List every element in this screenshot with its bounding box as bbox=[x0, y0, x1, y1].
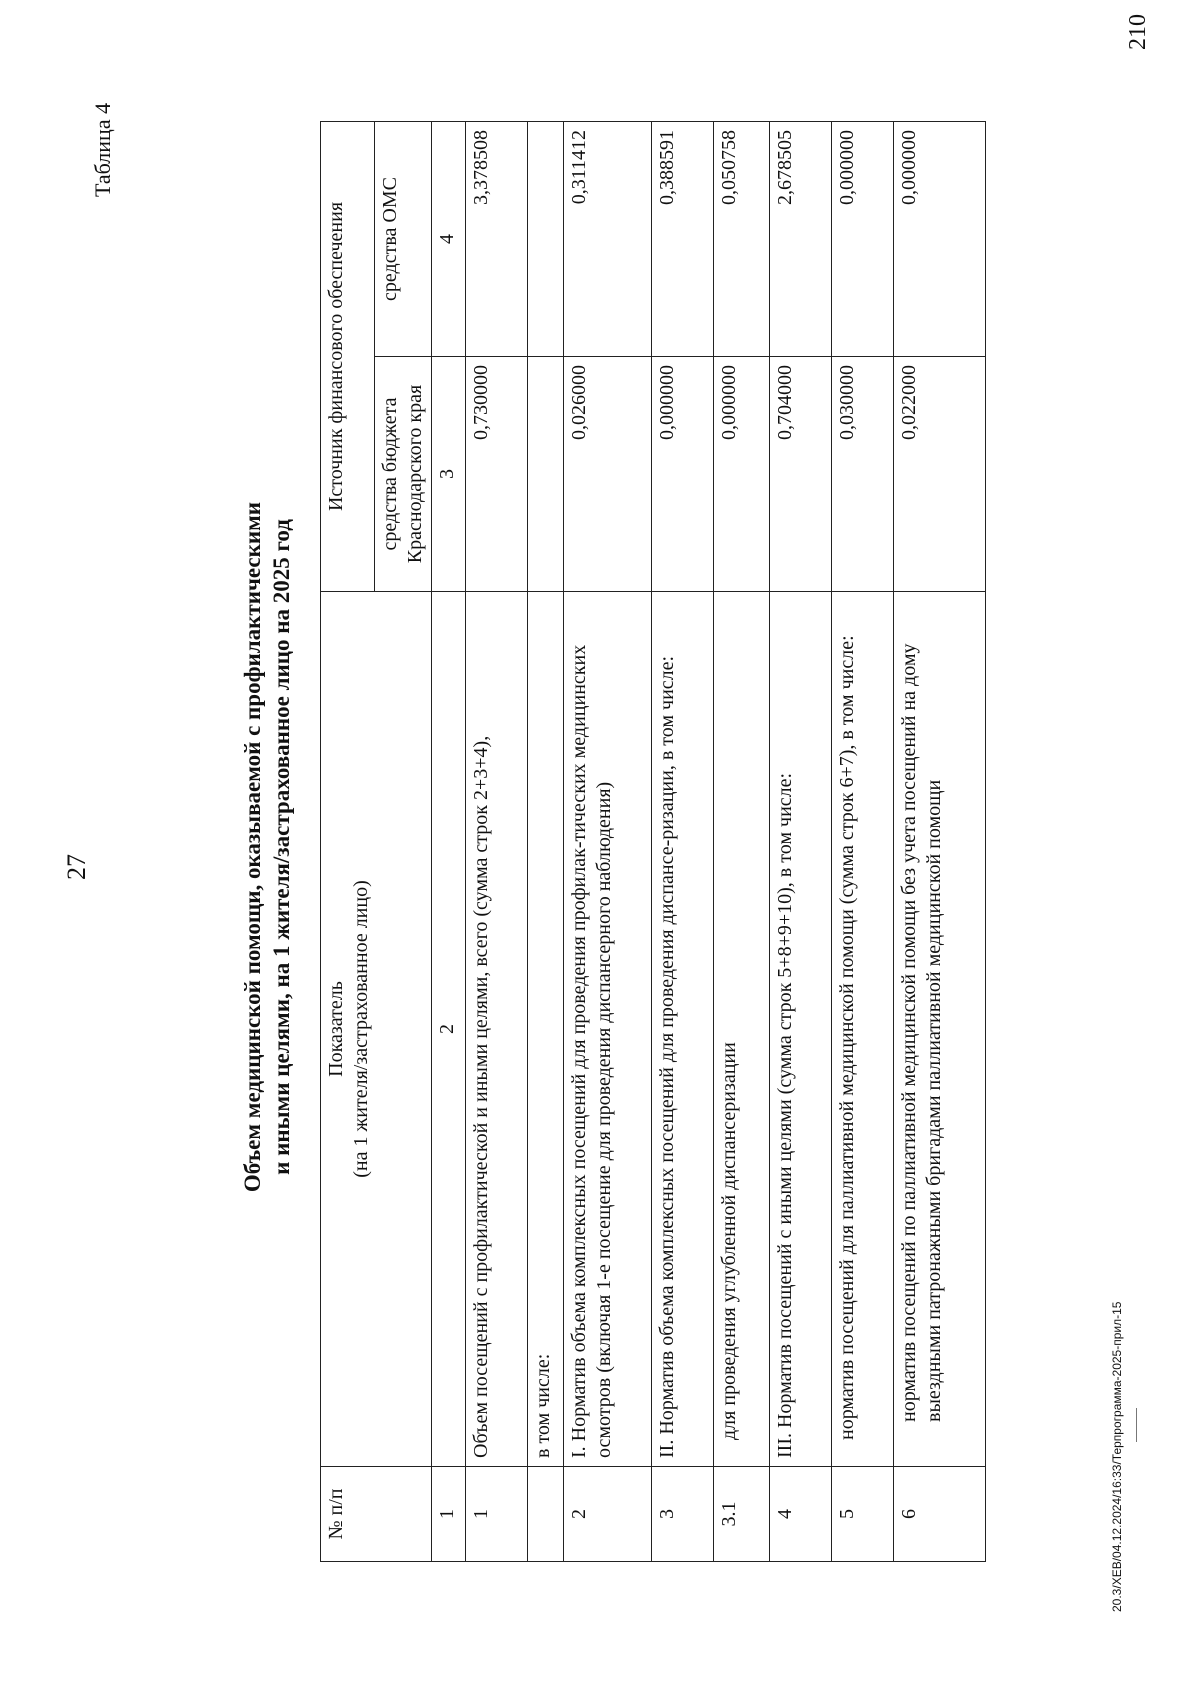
table-row bbox=[528, 122, 564, 1562]
row-indicator: I. Норматив объема комплексных посещений для проведения профилак-тических медицинских осмотров (включая 1-е посещение для проведения диспансерного наблюдения) bbox=[564, 592, 652, 1467]
row-number: 1 bbox=[466, 1467, 528, 1562]
header-oms: средства ОМС bbox=[375, 122, 432, 357]
header-budget: средства бюджета Краснодарского края bbox=[375, 357, 432, 592]
row-indicator: III. Норматив посещений с иными целями (сумма строк 5+8+9+10), в том числе: bbox=[770, 592, 832, 1467]
column-number: 2 bbox=[432, 592, 466, 1467]
row-indicator: норматив посещений для паллиативной медицинской помощи (сумма строк 6+7), в том числе: bbox=[832, 592, 894, 1467]
row-oms-value: 0,000000 bbox=[894, 122, 986, 357]
row-oms-value: 0,388591 bbox=[652, 122, 714, 357]
column-number-row bbox=[432, 122, 466, 1562]
row-oms-value: 2,678505 bbox=[770, 122, 832, 357]
volume-table bbox=[320, 121, 986, 1562]
row-oms-value bbox=[528, 122, 564, 357]
row-number: 5 bbox=[832, 1467, 894, 1562]
row-oms-value: 0,000000 bbox=[832, 122, 894, 357]
table-label: Таблица 4 bbox=[90, 102, 115, 197]
page-number: 27 bbox=[62, 854, 91, 880]
row-number: 2 bbox=[564, 1467, 652, 1562]
column-number: 1 bbox=[432, 1467, 466, 1562]
sheet-number: 210 bbox=[1125, 14, 1151, 50]
row-budget-value: 0,000000 bbox=[714, 357, 770, 592]
table-row bbox=[770, 122, 832, 1562]
title-line-2: и иными целями, на 1 жителя/застрахованное лицо на 2025 год bbox=[269, 519, 294, 1175]
row-budget-value: 0,704000 bbox=[770, 357, 832, 592]
footer-document-code: 20.3/ХЕВ/04.12.2024/16:33/Терпрограмма-2025-прил-15 bbox=[1110, 1301, 1124, 1612]
document-title bbox=[238, 432, 296, 1262]
row-indicator: в том числе: bbox=[528, 592, 564, 1467]
row-indicator: II. Норматив объема комплексных посещений для проведения диспансе-ризации, в том числе: bbox=[652, 592, 714, 1467]
header-indicator-subtitle: (на 1 жителя/застрахованное лицо) bbox=[350, 880, 372, 1178]
table-row bbox=[564, 122, 652, 1562]
header-indicator bbox=[321, 592, 432, 1467]
table-row bbox=[832, 122, 894, 1562]
row-number: 4 bbox=[770, 1467, 832, 1562]
table-row bbox=[652, 122, 714, 1562]
row-indicator: норматив посещений по паллиативной медицинской помощи без учета посещений на дому выездными патронажными бригадами паллиативной медицинской помощи bbox=[894, 592, 986, 1467]
row-budget-value: 0,022000 bbox=[894, 357, 986, 592]
row-number: 3.1 bbox=[714, 1467, 770, 1562]
row-budget-value: 0,030000 bbox=[832, 357, 894, 592]
row-indicator: для проведения углубленной диспансеризации bbox=[714, 592, 770, 1467]
row-oms-value: 0,311412 bbox=[564, 122, 652, 357]
header-row bbox=[321, 122, 375, 1562]
column-number: 4 bbox=[432, 122, 466, 357]
table-row bbox=[894, 122, 986, 1562]
header-num: № п/п bbox=[321, 1467, 432, 1562]
row-number: 6 bbox=[894, 1467, 986, 1562]
row-budget-value bbox=[528, 357, 564, 592]
title-line-1: Объем медицинской помощи, оказываемой с профилактическими bbox=[240, 501, 265, 1193]
row-oms-value: 0,050758 bbox=[714, 122, 770, 357]
row-number bbox=[528, 1467, 564, 1562]
row-oms-value: 3,378508 bbox=[466, 122, 528, 357]
column-number: 3 bbox=[432, 357, 466, 592]
row-budget-value: 0,730000 bbox=[466, 357, 528, 592]
table-row bbox=[714, 122, 770, 1562]
row-budget-value: 0,026000 bbox=[564, 357, 652, 592]
row-indicator: Объем посещений с профилактической и иными целями, всего (сумма строк 2+3+4), bbox=[466, 592, 528, 1467]
table-row bbox=[466, 122, 528, 1562]
header-indicator-title: Показатель bbox=[325, 981, 347, 1077]
row-number: 3 bbox=[652, 1467, 714, 1562]
header-source: Источник финансового обеспечения bbox=[321, 122, 375, 592]
footer-rule bbox=[1136, 1408, 1137, 1442]
row-budget-value: 0,000000 bbox=[652, 357, 714, 592]
